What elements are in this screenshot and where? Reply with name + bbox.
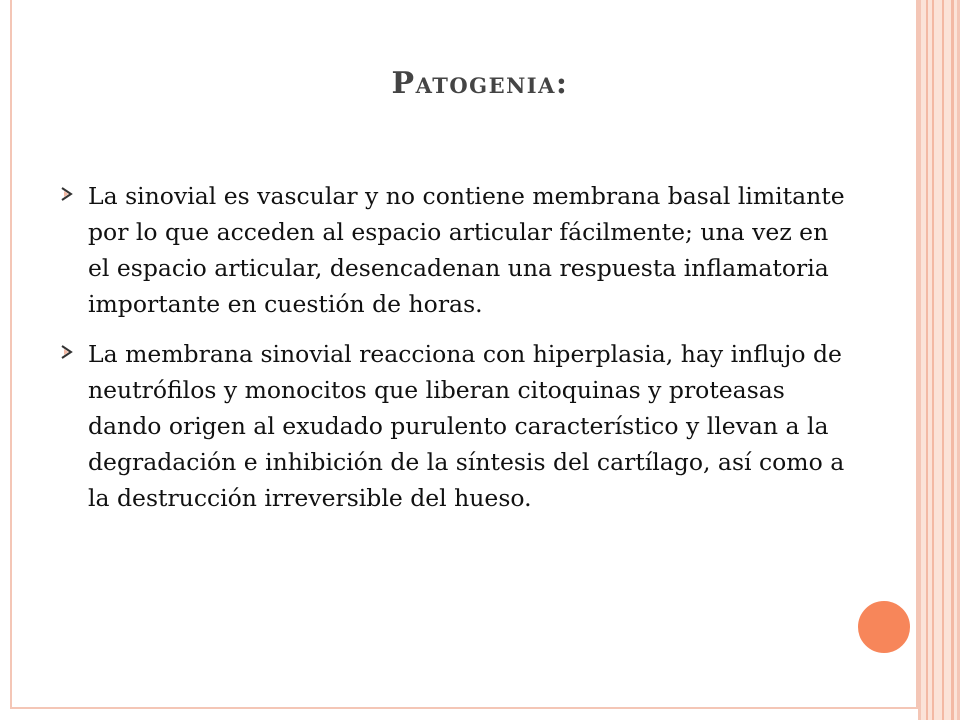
bullet-list: [58, 178, 848, 530]
bullet-item: [58, 178, 848, 322]
bullet-item: [58, 336, 848, 516]
bullet-text: La sinovial es vascular y no contiene membrana basal limitante por lo que acceden al espacio articular fácilmente; una vez en el espacio articular, desencadenan una respuesta inflamatoria importante en cuestión de horas.: [88, 182, 845, 318]
arrow-right-bullet-icon: [58, 343, 76, 361]
slide-title: Patogenia:: [391, 66, 569, 101]
stripe: [926, 0, 928, 720]
arrow-right-bullet-icon: [58, 185, 76, 203]
right-decorative-stripes: [918, 0, 960, 720]
stripe: [932, 0, 934, 720]
stripe: [951, 0, 954, 720]
bullet-text: La membrana sinovial reacciona con hiperplasia, hay influjo de neutrófilos y monocitos que liberan citoquinas y proteasas dando origen al exudado purulento característico y llevan a la degradación e inhibición de la síntesis del cartílago, así como a la destrucción irreversible del hueso.: [88, 340, 845, 512]
stripe: [942, 0, 944, 720]
stripe: [918, 0, 921, 720]
orange-circle-icon: [855, 598, 913, 656]
